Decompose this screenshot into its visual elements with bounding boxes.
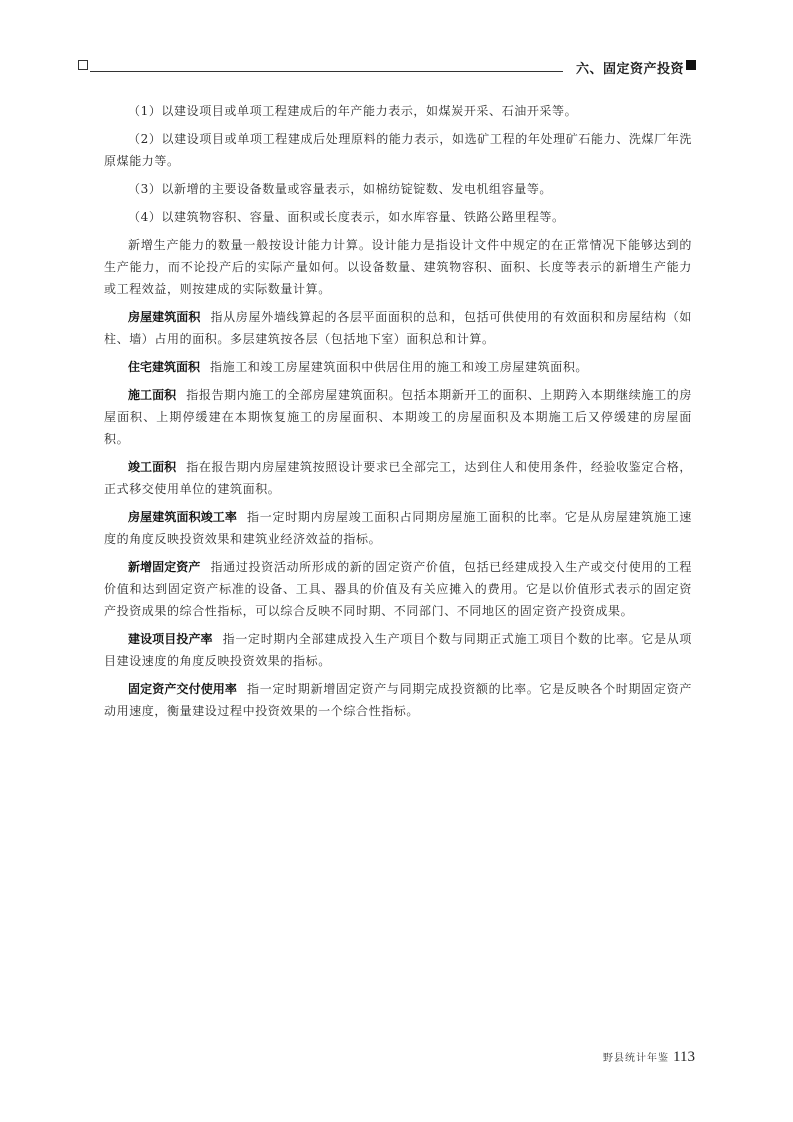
definition-text: 指通过投资活动所形成的新的固定资产价值，包括已经建成投入生产或交付使用的工程价值和达到固定资产标准的设备、工具、器具的价值及有关应摊入的费用。它是以价值形式表示的固定资产投资成果的综合性指标，可以综合反映不同时期、不同部门、不同地区的固定资产投资成果。 [104,560,692,618]
definition [104,384,692,450]
paragraph [104,206,692,228]
definition-text: 指一定时期内全部建成投入生产项目个数与同期正式施工项目个数的比率。它是从项目建设速度的角度反映投资效果的指标。 [104,632,692,668]
publication-name: 野县统计年鉴 [603,1053,670,1064]
definition-term: 房屋建筑面积 [128,310,201,324]
header-box-icon [78,60,88,70]
page-number: 113 [673,1049,695,1065]
page-footer [603,1046,695,1066]
paragraph [104,178,692,200]
definition [104,678,692,722]
definition-text: 指从房屋外墙线算起的各层平面面积的总和，包括可供使用的有效面积和房屋结构（如柱、墙）占用的面积。多层建筑按各层（包括地下室）面积总和计算。 [104,310,692,346]
definition-text: 指一定时期新增固定资产与同期完成投资额的比率。它是反映各个时期固定资产动用速度，衡量建设过程中投资效果的一个综合性指标。 [104,682,692,718]
paragraph-text: （1）以建设项目或单项工程建成后的年产能力表示，如煤炭开采、石油开采等。 [128,104,578,118]
paragraph-text: （2）以建设项目或单项工程建成后处理原料的能力表示，如选矿工程的年处理矿石能力、洗煤厂年洗原煤能力等。 [104,132,692,168]
definition-text: 指在报告期内房屋建筑按照设计要求已全部完工，达到住人和使用条件，经验收鉴定合格，正式移交使用单位的建筑面积。 [104,460,692,496]
definition-text: 指施工和竣工房屋建筑面积中供居住用的施工和竣工房屋建筑面积。 [210,360,589,374]
chapter-title: 六、固定资产投资 [575,62,684,77]
definition-term: 竣工面积 [128,460,177,474]
definition [104,556,692,622]
definition [104,306,692,350]
definition [104,456,692,500]
definition-term: 住宅建筑面积 [128,360,201,374]
definition [104,356,692,378]
paragraph-text: 新增生产能力的数量一般按设计能力计算。设计能力是指设计文件中规定的在正常情况下能够达到的生产能力，而不论投产后的实际产量如何。以设备数量、建筑物容积、面积、长度等表示的新增生产能力或工程效益，则按建成的实际数量计算。 [104,238,692,296]
header-square-icon [686,60,696,70]
definition-term: 施工面积 [128,388,177,402]
definition [104,628,692,672]
definition-term: 房屋建筑面积竣工率 [128,510,238,524]
header-rule [90,71,563,72]
definition-text: 指一定时期内房屋竣工面积占同期房屋施工面积的比率。它是从房屋建筑施工速度的角度反映投资效果和建筑业经济效益的指标。 [104,510,692,546]
definition-term: 新增固定资产 [128,560,201,574]
definition-text: 指报告期内施工的全部房屋建筑面积。包括本期新开工的面积、上期跨入本期继续施工的房屋面积、上期停缓建在本期恢复施工的房屋面积、本期竣工的房屋面积及本期施工后又停缓建的房屋面积。 [104,388,692,446]
definition [104,506,692,550]
paragraph-text: （3）以新增的主要设备数量或容量表示，如棉纺锭锭数、发电机组容量等。 [128,182,553,196]
definition-term: 建设项目投产率 [128,632,213,646]
paragraph [104,128,692,172]
paragraph [104,100,692,122]
paragraph-text: （4）以建筑物容积、容量、面积或长度表示，如水库容量、铁路公路里程等。 [128,210,565,224]
paragraph [104,234,692,300]
body-text [104,100,692,728]
definition-term: 固定资产交付使用率 [128,682,238,696]
page-header [78,58,696,76]
